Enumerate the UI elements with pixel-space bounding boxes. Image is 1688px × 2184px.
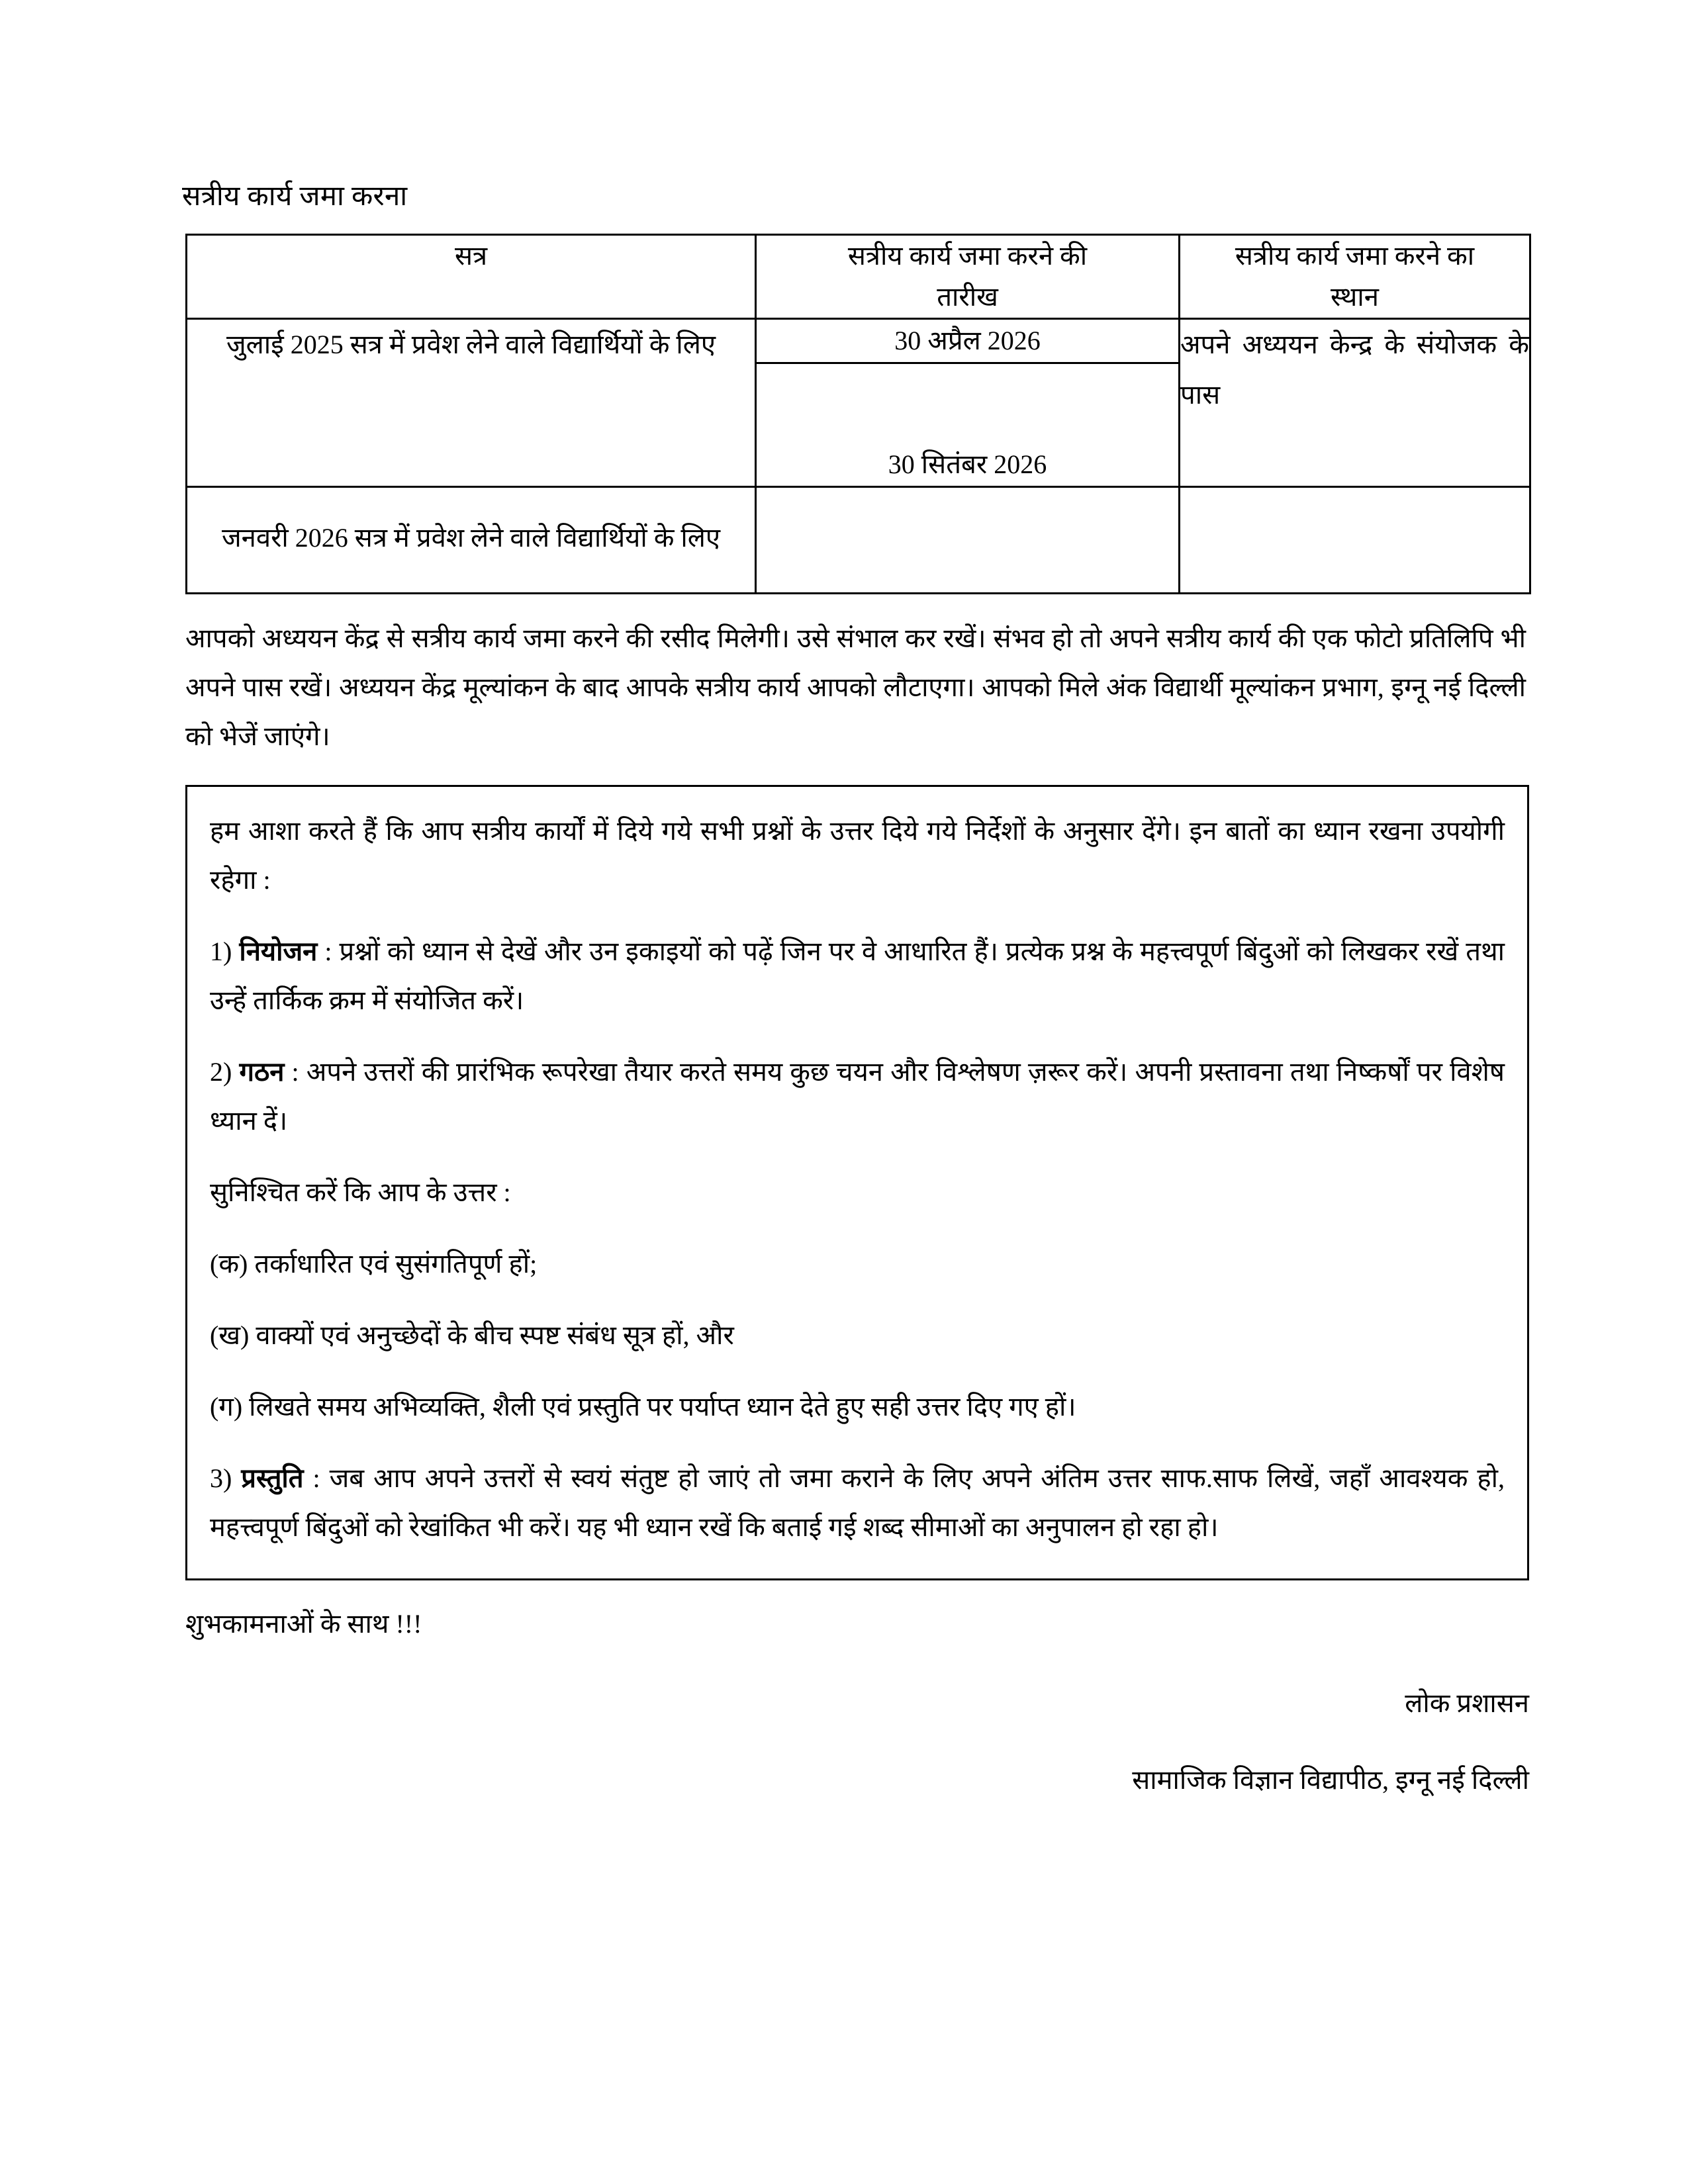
- instructions-point-ka: (क) तर्काधारित एवं सुसंगतिपूर्ण हों;: [210, 1248, 538, 1279]
- signature-school: सामाजिक विज्ञान विद्यापीठ, इग्नू नई दिल्ली: [1132, 1764, 1529, 1795]
- instruction-item-1-text: : प्रश्नों को ध्यान से देखें और उन इकाइयों को पढ़ें जिन पर वे आधारित हैं। प्रत्येक प्रश्न के महत्त्वपूर्ण बिंदुओं को लिखकर रखें तथा उन्हें तार्किक क्रम में संयोजित करें।: [210, 936, 1505, 1015]
- table-row: [187, 318, 1530, 363]
- table-cell-place-empty: [1180, 486, 1530, 593]
- instruction-item-2-text: : अपने उत्तरों की प्रारंभिक रूपरेखा तैयार करते समय कुछ चयन और विश्लेषण ज़रूर करें। अपनी प्रस्तावना तथा निष्कर्षों पर विशेष ध्यान दें।: [210, 1056, 1505, 1136]
- table-header-date: [756, 234, 1180, 318]
- instructions-box: [185, 785, 1529, 1580]
- table-cell-session-january: जनवरी 2026 सत्र में प्रवेश लेने वाले विद्यार्थियों के लिए: [187, 486, 756, 593]
- instructions-intro: हम आशा करते हैं कि आप सत्रीय कार्यों में दिये गये सभी प्रश्नों के उत्तर दिये गये निर्देशों के अनुसार देंगे। इन बातों का ध्यान रखना उपयोगी रहेगा :: [210, 815, 1505, 895]
- receipt-paragraph: आपको अध्ययन केंद्र से सत्रीय कार्य जमा करने की रसीद मिलेगी। उसे संभाल कर रखें। संभव हो तो अपने सत्रीय कार्य की एक फोटो प्रतिलिपि भी अपने पास रखें। अध्ययन केंद्र मूल्यांकन के बाद आपके सत्रीय कार्य आपको लौटाएगा। आपको मिले अंक विद्यार्थी मूल्यांकन प्रभाग, इग्नू नई दिल्ली को भेजें जाएंगे।: [185, 623, 1526, 751]
- table-cell-date-empty: [756, 486, 1180, 593]
- closing-wishes: शुभकामनाओं के साथ !!!: [185, 1608, 422, 1639]
- page-title: सत्रीय कार्य जमा करना: [182, 181, 408, 212]
- instruction-item-2: [210, 1048, 1505, 1146]
- assignment-submission-table: [185, 234, 1531, 594]
- table-header-place-line2: स्थान: [1331, 281, 1379, 312]
- table-header-date-line1: सत्रीय कार्य जमा करने की: [847, 240, 1088, 271]
- instruction-item-3: [210, 1454, 1505, 1552]
- table-cell-place: अपने अध्ययन केन्द्र के संयोजक के पास: [1180, 318, 1530, 486]
- table-header-place: [1180, 234, 1530, 318]
- table-row-session-second: [187, 486, 1530, 593]
- instruction-item-1-heading: नियोजन: [239, 936, 318, 966]
- instruction-item-3-heading: प्रस्तुति: [241, 1463, 304, 1493]
- instruction-item-2-heading: गठन: [239, 1056, 285, 1087]
- instructions-point-kha: (ख) वाक्यों एवं अनुच्छेदों के बीच स्पष्ट संबंध सूत्र हों, और: [210, 1320, 734, 1350]
- table-header-date-line2: तारीख: [937, 281, 998, 312]
- instruction-item-1: [210, 927, 1505, 1025]
- instruction-item-2-number: 2): [210, 1056, 232, 1087]
- table-header-place-line1: सत्रीय कार्य जमा करने का: [1235, 240, 1475, 271]
- table-cell-date-september: 30 सितंबर 2026: [756, 363, 1180, 486]
- instruction-item-3-number: 3): [210, 1463, 232, 1493]
- instructions-ensure-line: सुनिश्चित करें कि आप के उत्तर :: [210, 1177, 511, 1207]
- instructions-point-ga: (ग) लिखते समय अभिव्यक्ति, शैली एवं प्रस्तुति पर पर्याप्त ध्यान देते हुए सही उत्तर दिए गए हों।: [210, 1391, 1076, 1422]
- instruction-item-1-number: 1): [210, 936, 232, 966]
- instruction-item-3-text: : जब आप अपने उत्तरों से स्वयं संतुष्ट हो जाएं तो जमा कराने के लिए अपने अंतिम उत्तर साफ.साफ लिखें, जहाँ आवश्यक हो, महत्त्वपूर्ण बिंदुओं को रेखांकित भी करें। यह भी ध्यान रखें कि बताई गई शब्द सीमाओं का अनुपालन हो रहा हो।: [210, 1463, 1505, 1542]
- table-header-session: सत्र: [187, 234, 756, 318]
- signature-department: लोक प्रशासन: [1405, 1688, 1529, 1718]
- table-cell-date-april: 30 अप्रैल 2026: [756, 318, 1180, 363]
- table-cell-session-july: जुलाई 2025 सत्र में प्रवेश लेने वाले विद्यार्थियों के लिए: [187, 318, 756, 486]
- table-header-row: [187, 234, 1530, 318]
